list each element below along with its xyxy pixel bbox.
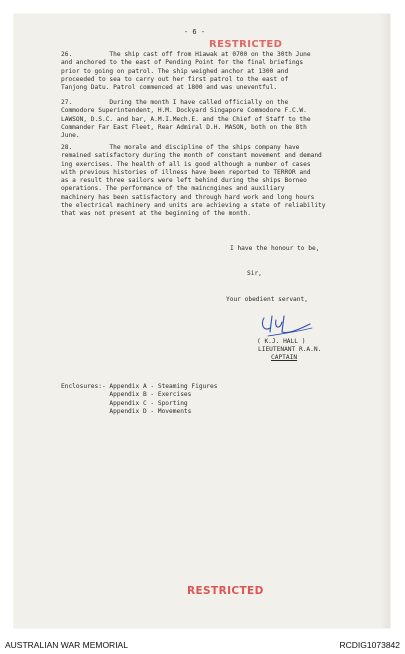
restricted-stamp-bottom: RESTRICTED — [187, 585, 264, 597]
closing-servant: Your obedient servant, — [226, 296, 308, 303]
paragraph-28: 28. The morale and discipline of the ships company have remained satisfactory during the month of constant movement and demand ing exercises. The health of all is good although a number of cases with previous histories of illness have been reported to TERROR and as a result three sailors were left behind during the ships Borneo operations. The performance of the maincngines and auxiliary machinery has been satisfactory and through hard work and long hours the electrical machinery and units are achieving a state of reliability that was not present at the beginning of the month. — [61, 144, 326, 218]
paragraph-27: 27. During the month I have called officially on the Commodore Superintendent, H.M. Dockyard Singapore Commodore F.C.W. LAWSON, D.S.C. and bar, A.M.I.Mech.E. and the Chief of Staff to the Commander Far East Fleet, Rear Admiral D.H. MASON, both on the 8th June. — [61, 99, 311, 140]
enclosures-list: Enclosures:- Appendix A - Steaming Figures Appendix B - Exercises Appendix C - Sporting Appendix D - Movements — [61, 383, 218, 415]
footer-record-id: RCDIG1073842 — [339, 640, 400, 650]
signatory-title: CAPTAIN — [271, 354, 298, 361]
handwritten-signature — [258, 310, 314, 340]
restricted-stamp-top: RESTRICTED — [209, 39, 283, 50]
archive-footer — [0, 640, 405, 654]
signatory-rank: LIEUTENANT R.A.N. — [258, 346, 322, 353]
closing-honour: I have the honour to be, — [230, 245, 320, 252]
paragraph-26: 26. The ship cast off from Hiawak at 0700 on the 30th June and anchored to the east of Pending Point for the final briefings prior to going on patrol. The ship weighed anchor at 1300 and proceeded to sea to carry out her first patrol to the east of Tanjong Datu. Patrol commenced at 1800 and was uneventful. — [61, 51, 311, 92]
page-number: - 6 - — [184, 28, 206, 36]
closing-salutation: Sir, — [247, 270, 262, 277]
signatory-name: ( K.J. HALL ) — [257, 338, 306, 345]
document-page — [14, 14, 390, 628]
footer-institution: AUSTRALIAN WAR MEMORIAL — [5, 640, 128, 650]
